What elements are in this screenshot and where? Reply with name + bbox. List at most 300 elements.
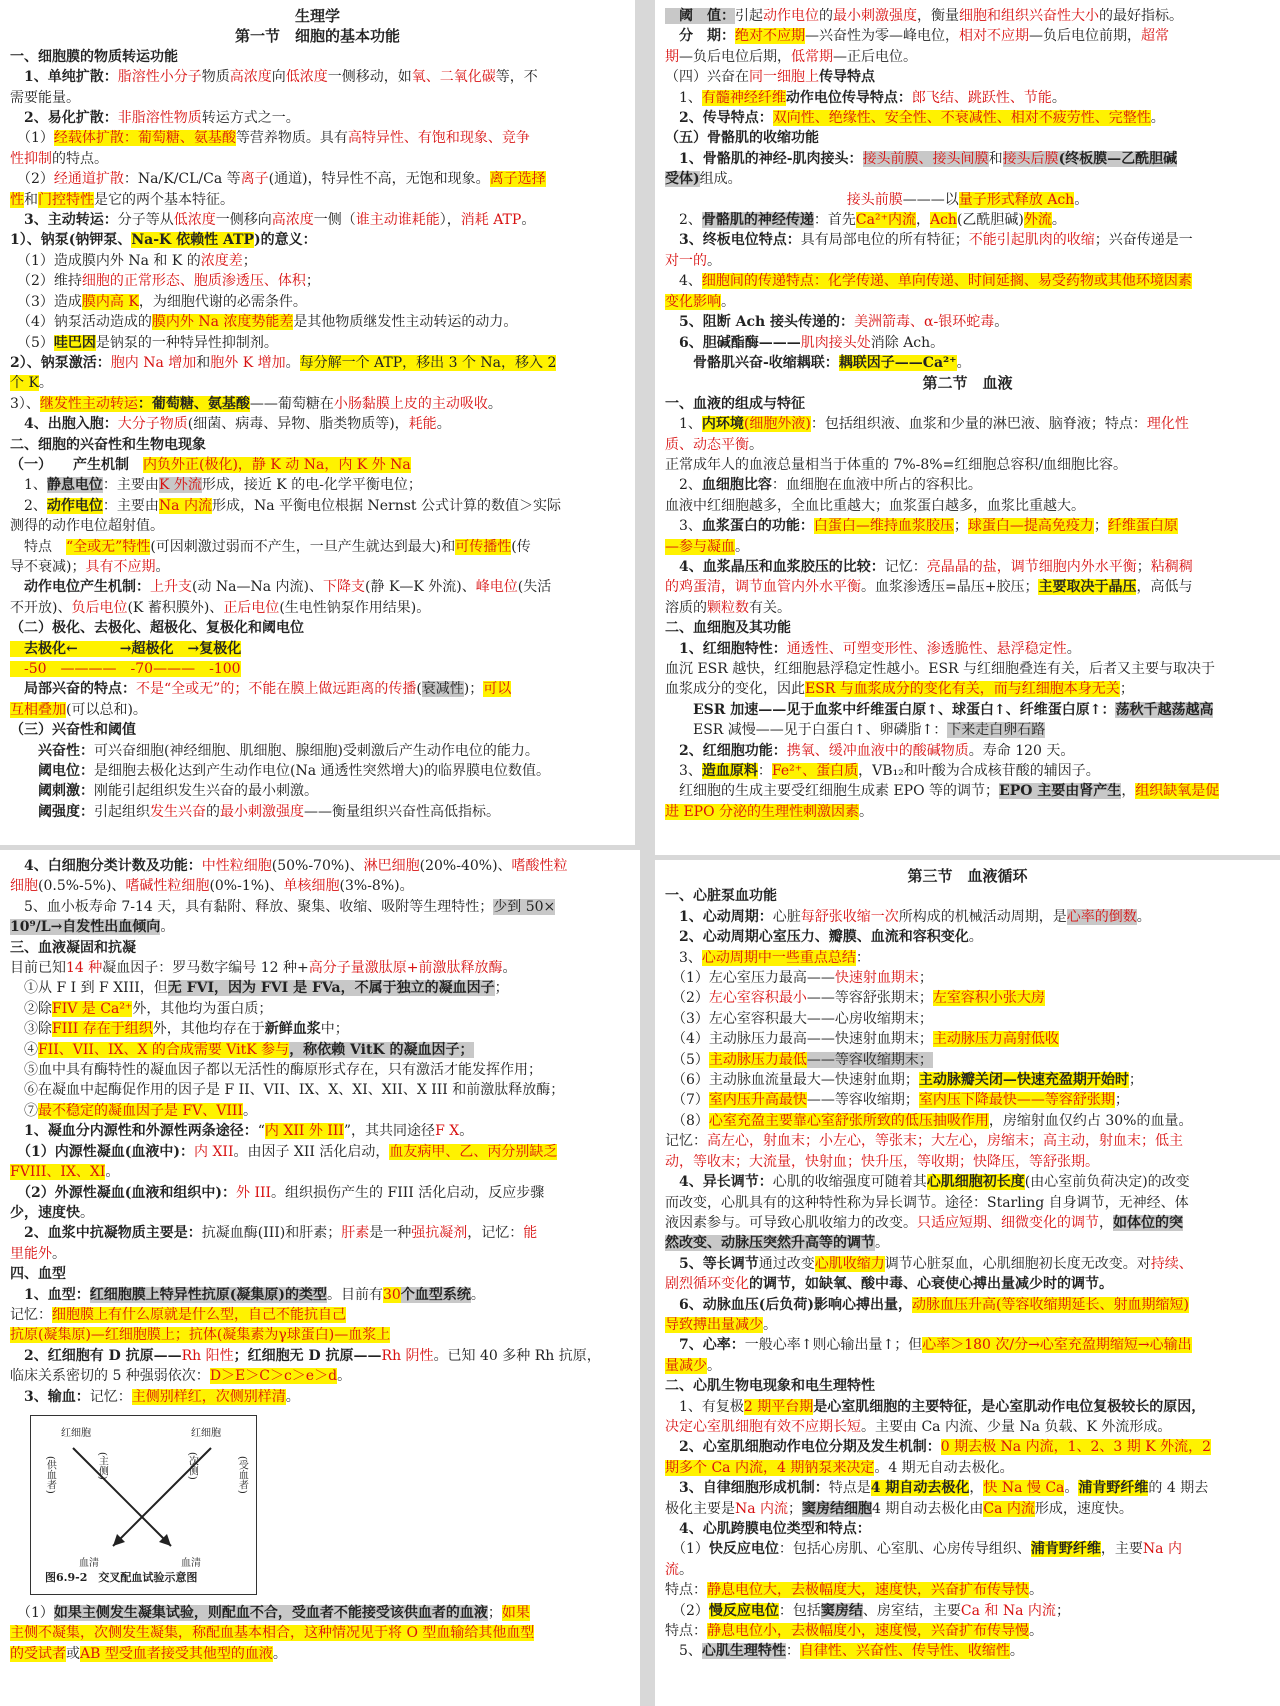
text-segment: 特点是: [828, 1480, 871, 1497]
text-segment: F X: [435, 1123, 460, 1140]
text-segment: 引起组织: [94, 803, 150, 820]
text-segment: 窦房结细胞: [802, 1500, 873, 1517]
text-line: [665, 537, 1270, 557]
text-segment: 红细胞膜上特异性抗原(凝集原)的类型: [89, 1286, 327, 1303]
text-segment: 的: [819, 8, 833, 24]
text-segment: ，称依赖 VitK 的凝血因子；: [289, 1041, 474, 1058]
text-segment: 。: [859, 803, 874, 820]
text-segment: 。: [1029, 1582, 1043, 1599]
text-line: [665, 1539, 1270, 1559]
text-segment: 最小刺激强度: [833, 8, 917, 24]
text-segment: 有髓神经纤维: [701, 89, 786, 106]
text-segment: 可以: [483, 681, 512, 698]
text-line: [665, 598, 1270, 618]
text-segment: ），: [439, 212, 461, 229]
text-segment: 4、出胞入胞：: [10, 416, 118, 433]
text-segment: 4、异长调节：: [665, 1174, 773, 1191]
text-line: [10, 781, 625, 801]
text-segment: (乙酰胆碱): [956, 212, 1024, 229]
text-segment: “: [257, 1123, 265, 1140]
text-line: [10, 577, 625, 597]
text-segment: 。: [242, 1102, 257, 1119]
text-segment: 3、: [665, 518, 702, 535]
text-segment: 受体): [665, 171, 700, 188]
text-segment: 。: [272, 1645, 287, 1662]
text-segment: 组成。: [699, 171, 742, 188]
text-segment: 。: [155, 558, 170, 575]
text-segment: 内环境: [701, 416, 744, 433]
text-segment: 的鸡蛋清，调节血管内外水平衡: [665, 579, 861, 596]
text-line: [665, 639, 1270, 659]
text-segment: 脂溶性小分子: [117, 69, 202, 86]
text-segment: (动 Na—Na 内流)、: [192, 579, 324, 596]
text-segment: ，: [1121, 783, 1136, 800]
text-segment: 血友病甲、乙、丙分别缺乏: [389, 1143, 558, 1160]
text-segment: 3、终板电位特点：: [665, 232, 801, 249]
text-segment: 3、: [665, 949, 702, 966]
text-segment: 负后电位: [71, 599, 128, 616]
text-segment: 对一的: [665, 252, 707, 269]
text-segment: 。: [1051, 212, 1066, 229]
text-segment: 而改变，心肌具有的这种特性称为异长调节。途径：Starling 自身调节，无神经、体: [665, 1194, 1189, 1211]
text-segment: 4、白细胞分类计数及功能：: [10, 858, 202, 874]
text-line: [665, 1233, 1270, 1253]
text-line: [665, 1560, 1270, 1580]
text-segment: 。: [721, 293, 735, 310]
text-segment: 理化性: [1146, 416, 1189, 433]
text-segment: ——等容收缩期；: [806, 1092, 919, 1109]
text-line: [665, 1274, 1270, 1294]
text-segment: 1、: [665, 416, 702, 433]
text-segment: 。: [1064, 1480, 1079, 1497]
text-segment: 接头前膜: [846, 191, 903, 208]
text-segment: 相对不应期: [959, 28, 1029, 45]
text-line: [665, 1621, 1270, 1641]
text-segment: 期多个 Ca 内流，4 期钠泵来决定: [665, 1459, 875, 1476]
text-line: [665, 1315, 1270, 1335]
text-segment: 浦肯野纤维: [1030, 1541, 1101, 1558]
text-segment: 凝血因子：罗马数字编号 12 种+: [102, 960, 309, 977]
text-segment: 心室压力、瓣膜、血流和容积变化: [758, 929, 969, 946]
text-line: [665, 1437, 1270, 1457]
text-line: [10, 761, 625, 781]
text-segment: ①从 F I 到 F XIII，但: [10, 980, 168, 997]
text-segment: 不开放)、: [10, 599, 72, 616]
text-segment: ；: [1055, 1602, 1070, 1619]
text-segment: 耦联因子——Ca²⁺: [838, 354, 957, 371]
text-segment: ：包括心房肌、心室肌、心房传导组织、: [778, 1541, 1031, 1558]
text-segment: 1、有复极: [665, 1398, 744, 1415]
text-segment: 记忆：: [89, 1388, 132, 1405]
text-segment: ⑦: [10, 1102, 38, 1119]
text-segment: （8）: [665, 1112, 709, 1129]
text-segment: 是钠泵的一种特异性抑制剂。: [95, 334, 278, 351]
text-segment: 的特点。: [52, 150, 108, 167]
text-segment: 。: [1029, 1623, 1043, 1640]
text-line: [665, 47, 1270, 67]
text-line: [10, 516, 625, 536]
text-segment: 。: [38, 375, 53, 392]
notes-panel-circulation: [655, 860, 1280, 1706]
text-segment: 剧烈循环变化: [665, 1276, 749, 1293]
text-line: [665, 1458, 1270, 1478]
text-segment: ESR 加速——见于血浆中纤维蛋白原↑、球蛋白↑、纤维蛋白原↑：: [665, 701, 1116, 718]
text-segment: 抗凝血酶(III)和肝素；: [201, 1225, 342, 1242]
text-segment: ——葡萄糖在: [249, 395, 334, 412]
text-segment: ③除: [10, 1021, 52, 1038]
text-segment: 是它的两个基本特征。: [94, 191, 234, 208]
text-segment: 记忆：: [10, 1306, 52, 1323]
text-line: [665, 88, 1270, 108]
text-segment: 正常成年人的血液总量相当于体重的 7%-8%=红细胞总容积/血细胞比容。: [665, 456, 1128, 473]
text-segment: (3%-8%)。: [339, 878, 414, 895]
text-segment: 或: [66, 1645, 80, 1662]
text-segment: ；红细胞无 D 抗原——: [233, 1347, 382, 1364]
text-segment: 2、: [665, 477, 702, 494]
text-segment: 6、胆碱酯酶———: [665, 334, 801, 351]
text-segment: 谁主动谁耗能: [355, 212, 440, 229]
text-line: [10, 1603, 630, 1623]
text-segment: 左心室容积最小: [708, 990, 807, 1007]
text-segment: 。: [735, 538, 749, 555]
text-segment: 心肌细胞初长度: [926, 1174, 1025, 1191]
text-segment: 一侧移向: [215, 212, 272, 229]
text-segment: 测得的动作电位超射值。: [10, 518, 164, 535]
text-line: [10, 128, 625, 148]
text-segment: 一侧移动，如: [327, 69, 412, 86]
text-line: [665, 455, 1270, 475]
text-segment: 每分解一个 ATP，移出 3 个 Na，移入 2: [299, 354, 557, 371]
text-segment: 质、动态平衡: [665, 436, 749, 453]
text-segment: 主动脉瓣关闭—快速充盈期开始时: [918, 1072, 1129, 1089]
text-line: [10, 917, 630, 937]
text-segment: 低浓度: [173, 212, 216, 229]
text-segment: 30: [383, 1286, 401, 1303]
text-segment: 。主要由 Ca 内流、少量 Na 负载、K 外流形成。: [861, 1418, 1172, 1435]
text-segment: (生电性钠泵作用结果)。: [279, 599, 431, 616]
text-line: [665, 435, 1270, 455]
text-segment: 快 Na 慢 Ca: [983, 1480, 1065, 1497]
text-line: [10, 1080, 630, 1100]
text-segment: ；: [1128, 1072, 1143, 1089]
text-segment: 组织缺氧是促: [1135, 783, 1220, 800]
text-segment: 慢反应电位: [708, 1602, 779, 1619]
text-segment: 特点：: [665, 1582, 707, 1599]
text-segment: 量子形式释放 Ach: [958, 191, 1075, 208]
text-line: [665, 761, 1270, 781]
text-segment: 一、细胞膜的物质转运功能: [10, 48, 178, 65]
text-segment: 1）、钠泵(钠钾泵、: [10, 232, 132, 249]
text-segment: 二、心肌生物电现象和电生理特性: [665, 1378, 875, 1395]
text-line: [10, 1203, 630, 1223]
text-segment: 。组织损伤产生的 FIII 活化启动，反应步骤: [271, 1184, 545, 1201]
text-segment: （2）: [665, 1602, 709, 1619]
text-segment: 外流: [1023, 212, 1052, 229]
text-segment: 细胞和组织兴奋性大小: [959, 8, 1099, 24]
text-segment: (终板膜—乙酰胆碱: [1058, 150, 1178, 167]
text-segment: 窦房结: [820, 1602, 863, 1619]
text-segment: ：: [785, 1643, 800, 1660]
text-line: [665, 475, 1270, 495]
text-line: [10, 659, 625, 679]
text-line: [10, 978, 630, 998]
text-segment: （1）造成膜内外 Na 和 K 的: [10, 252, 201, 269]
text-segment: 如果: [501, 1604, 530, 1621]
text-segment: 分 期：: [665, 28, 735, 45]
text-line: [665, 230, 1270, 250]
text-segment: 。: [285, 354, 300, 371]
label-donor: (供血者): [44, 1455, 56, 1494]
text-line: [665, 886, 1270, 906]
text-line: [10, 6, 625, 26]
text-segment: 低常期: [791, 48, 833, 65]
text-segment: 第三节 血液循环: [907, 867, 1028, 885]
text-segment: 极化主要是: [665, 1500, 735, 1517]
text-segment: 新鲜血浆: [264, 1021, 321, 1038]
text-line: [665, 618, 1270, 638]
transfusion-text: [10, 1603, 630, 1664]
text-segment: 内 XII: [194, 1143, 234, 1160]
text-segment: 2、红细胞有 D 抗原——: [10, 1347, 182, 1364]
text-segment: ：血细胞在血液中所占的容积比。: [771, 477, 982, 494]
text-segment: 特点: [10, 538, 66, 555]
text-segment: 发生兴奋: [150, 803, 206, 820]
text-segment: 4、心肌跨膜电位类型和特点：: [665, 1521, 871, 1537]
text-segment: 。: [763, 1316, 777, 1333]
label-red-cell-left: 红细胞: [61, 1427, 91, 1439]
text-segment: 。: [994, 314, 1009, 331]
text-line: [665, 1356, 1270, 1376]
text-segment: 2、血浆中抗凝物质主要是：: [10, 1225, 202, 1242]
label-minor-side: (次侧): [186, 1451, 198, 1480]
text-segment: ，房缩射血仅约占 30%的血量。: [988, 1112, 1193, 1129]
text-line: [665, 1478, 1270, 1498]
text-segment: 同一细胞上: [749, 69, 819, 86]
label-red-cell-right: 红细胞: [191, 1427, 221, 1439]
text-line: [10, 741, 625, 761]
text-line: [665, 1580, 1270, 1600]
text-segment: ：: [855, 949, 870, 966]
text-segment: 正后电位: [223, 599, 280, 616]
text-segment: 局部兴奋的特点：: [10, 681, 136, 698]
text-segment: 心肌收缩力: [814, 1255, 885, 1272]
text-line: [10, 108, 625, 128]
text-line: [10, 938, 630, 958]
text-line: [665, 394, 1270, 414]
text-segment: 离子选择: [489, 171, 546, 188]
text-segment: 继发性主动转运: [39, 395, 138, 412]
text-segment: Rh 阴性: [381, 1347, 434, 1364]
text-segment: 1、骨骼肌的神经-肌肉接头：: [665, 150, 863, 167]
text-segment: 衰减性: [421, 681, 464, 698]
text-line: [10, 1387, 630, 1407]
text-segment: 2）、钠泵激活：: [10, 354, 111, 371]
text-segment: 接头前膜、接头间膜: [862, 150, 989, 167]
text-segment: 是一种: [369, 1225, 412, 1242]
text-segment: （三）兴奋性和阈值: [10, 722, 136, 739]
text-segment: 内 XII 外 III: [264, 1123, 344, 1140]
text-segment: 。: [1066, 640, 1081, 657]
text-segment: （7）: [665, 1092, 709, 1109]
text-line: [665, 1029, 1270, 1049]
text-segment: 分子等从: [117, 212, 174, 229]
text-segment: 骨骼肌的神经传递: [701, 212, 814, 229]
text-segment: Fe²⁺、蛋白质: [771, 763, 859, 780]
text-segment: 如体位的突: [1113, 1214, 1183, 1231]
text-line: [10, 475, 625, 495]
text-line: [10, 373, 625, 393]
text-segment: 消除 Ach。: [870, 334, 945, 351]
text-segment: Rh 阳性: [181, 1347, 234, 1364]
text-segment: 5、阻断 Ach 接头传递的：: [665, 314, 855, 331]
text-segment: 0 期去极 Na 内流，1、2、3 期 K 外流，2: [940, 1439, 1212, 1456]
text-line: [665, 1601, 1270, 1621]
text-line: [665, 679, 1270, 699]
text-segment: ，VB₁₂和叶酸为合成核苷酸的辅因子。: [858, 763, 1100, 780]
text-line: [665, 1009, 1270, 1029]
text-segment: 2、: [665, 212, 702, 229]
text-segment: (可因刺激过弱而不产生，一旦产生就达到最大)和: [150, 538, 456, 555]
text-segment: 是其他物质继发性主动转运的动力。: [293, 314, 518, 331]
text-segment: 动作电位: [46, 497, 103, 514]
text-line: [665, 6, 1270, 26]
text-line: [10, 353, 625, 373]
text-segment: 白蛋白—维持血浆胶压: [813, 518, 954, 535]
text-line: [665, 292, 1270, 312]
text-line: [665, 1254, 1270, 1274]
text-segment: 离子: [240, 171, 269, 188]
text-segment: 主侧不凝集，次侧发生凝集，称配血基本相合，这种情况见于将 O 型血输给其他血型: [10, 1625, 535, 1642]
text-segment: 最小刺激强度: [220, 803, 304, 820]
text-segment: （5）: [10, 334, 54, 351]
text-segment: 4 期自动去极化由: [872, 1500, 984, 1517]
text-segment: 。: [679, 1561, 693, 1578]
text-line: [665, 948, 1270, 968]
text-segment: 静息电位大，去极幅度大，速度快，兴奋扩布传导快: [707, 1582, 1029, 1599]
text-line: [665, 251, 1270, 271]
text-segment: 一、血液的组成与特征: [665, 395, 805, 412]
text-line: [665, 1641, 1270, 1661]
text-segment: 高浓度: [229, 69, 272, 86]
text-line: [10, 856, 630, 876]
text-segment: 低浓度: [285, 69, 328, 86]
label-serum-left: 血清: [79, 1557, 99, 1569]
text-segment: 。: [436, 416, 451, 433]
text-segment: 粘稠稠: [1150, 558, 1193, 575]
text-segment: 阈刺激：: [10, 783, 94, 800]
text-line: [665, 1213, 1270, 1233]
text-segment: 中性粒细胞: [201, 858, 272, 874]
text-segment: 量减少: [665, 1357, 707, 1374]
text-segment: 导不衰减)；: [10, 558, 86, 575]
text-segment: ；兴奋传递是一: [1094, 232, 1193, 249]
text-line: [665, 373, 1270, 393]
text-segment: 动，等收末；大流量，快射血；快升压，等收期；快降压，等舒张期。: [665, 1153, 1099, 1170]
text-line: [10, 1121, 630, 1141]
notes-panel-cell-function: [0, 0, 635, 845]
text-segment: 颗粒数: [707, 599, 749, 616]
text-segment: 阈强度：: [10, 803, 94, 820]
text-segment: 静息电位小，去极幅度小，速度慢，兴奋扩布传导慢: [707, 1623, 1029, 1640]
text-segment: 液因素参与。可导致心肌收缩力的改变。: [665, 1214, 917, 1231]
text-segment: 消耗 ATP: [460, 212, 522, 229]
text-segment: 经通道扩散: [53, 171, 124, 188]
text-line: [10, 1285, 630, 1305]
text-segment: 细胞间的传递特点：化学传递、单向传递、时间延搁、易受药物或其他环境因素: [701, 273, 1192, 290]
text-line: [665, 169, 1270, 189]
text-segment: 动作电位: [763, 8, 819, 24]
text-line: [665, 271, 1270, 291]
text-segment: 。: [459, 1123, 474, 1140]
text-segment: 阈电位：: [10, 763, 94, 780]
text-line: [665, 1193, 1270, 1213]
text-segment: ；: [788, 1500, 803, 1517]
text-line: [10, 312, 625, 332]
text-segment: 肝素: [341, 1225, 370, 1242]
text-segment: 3、: [665, 763, 702, 780]
text-segment: 亮晶晶的盐，调节细胞内外水平衡: [926, 558, 1137, 575]
label-serum-right: 血清: [181, 1557, 201, 1569]
text-segment: 心肌的收缩强度可随着其: [772, 1174, 927, 1191]
text-segment: —正后电位。: [833, 48, 917, 65]
text-segment: 纤维蛋白原: [1107, 518, 1178, 535]
text-segment: 氧、二氧化碳: [411, 69, 496, 86]
text-segment: 2、易化扩散：: [10, 110, 118, 127]
text-segment: (静 K—K 外流)、: [365, 579, 476, 596]
text-segment: 。: [521, 212, 536, 229]
text-segment: 生理学: [294, 7, 340, 25]
text-line: [665, 1090, 1270, 1110]
text-line: [665, 353, 1270, 373]
text-segment: 。: [875, 1235, 889, 1252]
text-line: [10, 1162, 630, 1182]
text-segment: 记忆：: [884, 558, 927, 575]
text-segment: 5、等长调节: [665, 1255, 759, 1272]
text-line: [10, 802, 625, 822]
text-segment: 。血浆渗透压=晶压+胶压；: [861, 579, 1039, 596]
text-segment: 传导特点: [819, 69, 875, 86]
text-line: [665, 128, 1270, 148]
coagulation-text: [10, 856, 630, 1407]
text-line: [10, 537, 625, 557]
text-segment: 是细胞去极化达到产生动作电位(Na 通透性突然增大)的临界膜电位数值。: [94, 763, 550, 780]
text-segment: 绝对不应期: [735, 28, 805, 45]
text-segment: 细胞: [10, 878, 38, 895]
text-segment: 峰电位: [475, 579, 518, 596]
text-segment: Ca 和 Na 内流: [960, 1602, 1056, 1619]
text-segment: 通过改变: [758, 1255, 815, 1272]
text-segment: 外 III: [236, 1184, 272, 1201]
text-segment: 。: [80, 1204, 94, 1221]
text-segment: FVIII、IX、XI: [10, 1164, 106, 1181]
text-segment: （1）: [10, 1604, 54, 1621]
text-segment: )；: [463, 681, 484, 698]
text-segment: (50%-70%)、: [271, 858, 364, 874]
text-segment: 上升支: [150, 579, 192, 596]
text-segment: [129, 457, 143, 473]
text-line: [665, 781, 1270, 801]
text-segment: 。4 期无自动去极化。: [874, 1459, 1014, 1476]
text-segment: 。: [749, 436, 763, 453]
text-line: [10, 1183, 630, 1203]
text-segment: （1）: [10, 130, 54, 147]
text-segment: ——衡量组织兴奋性高低指标。: [304, 803, 500, 820]
text-line: [665, 802, 1270, 822]
text-line: [10, 190, 625, 210]
text-segment: Na 内流: [735, 1500, 789, 1517]
text-segment: 1、凝血分内源性和外源性两条途径：: [10, 1123, 258, 1140]
text-segment: 室内压升高最快: [708, 1092, 807, 1109]
